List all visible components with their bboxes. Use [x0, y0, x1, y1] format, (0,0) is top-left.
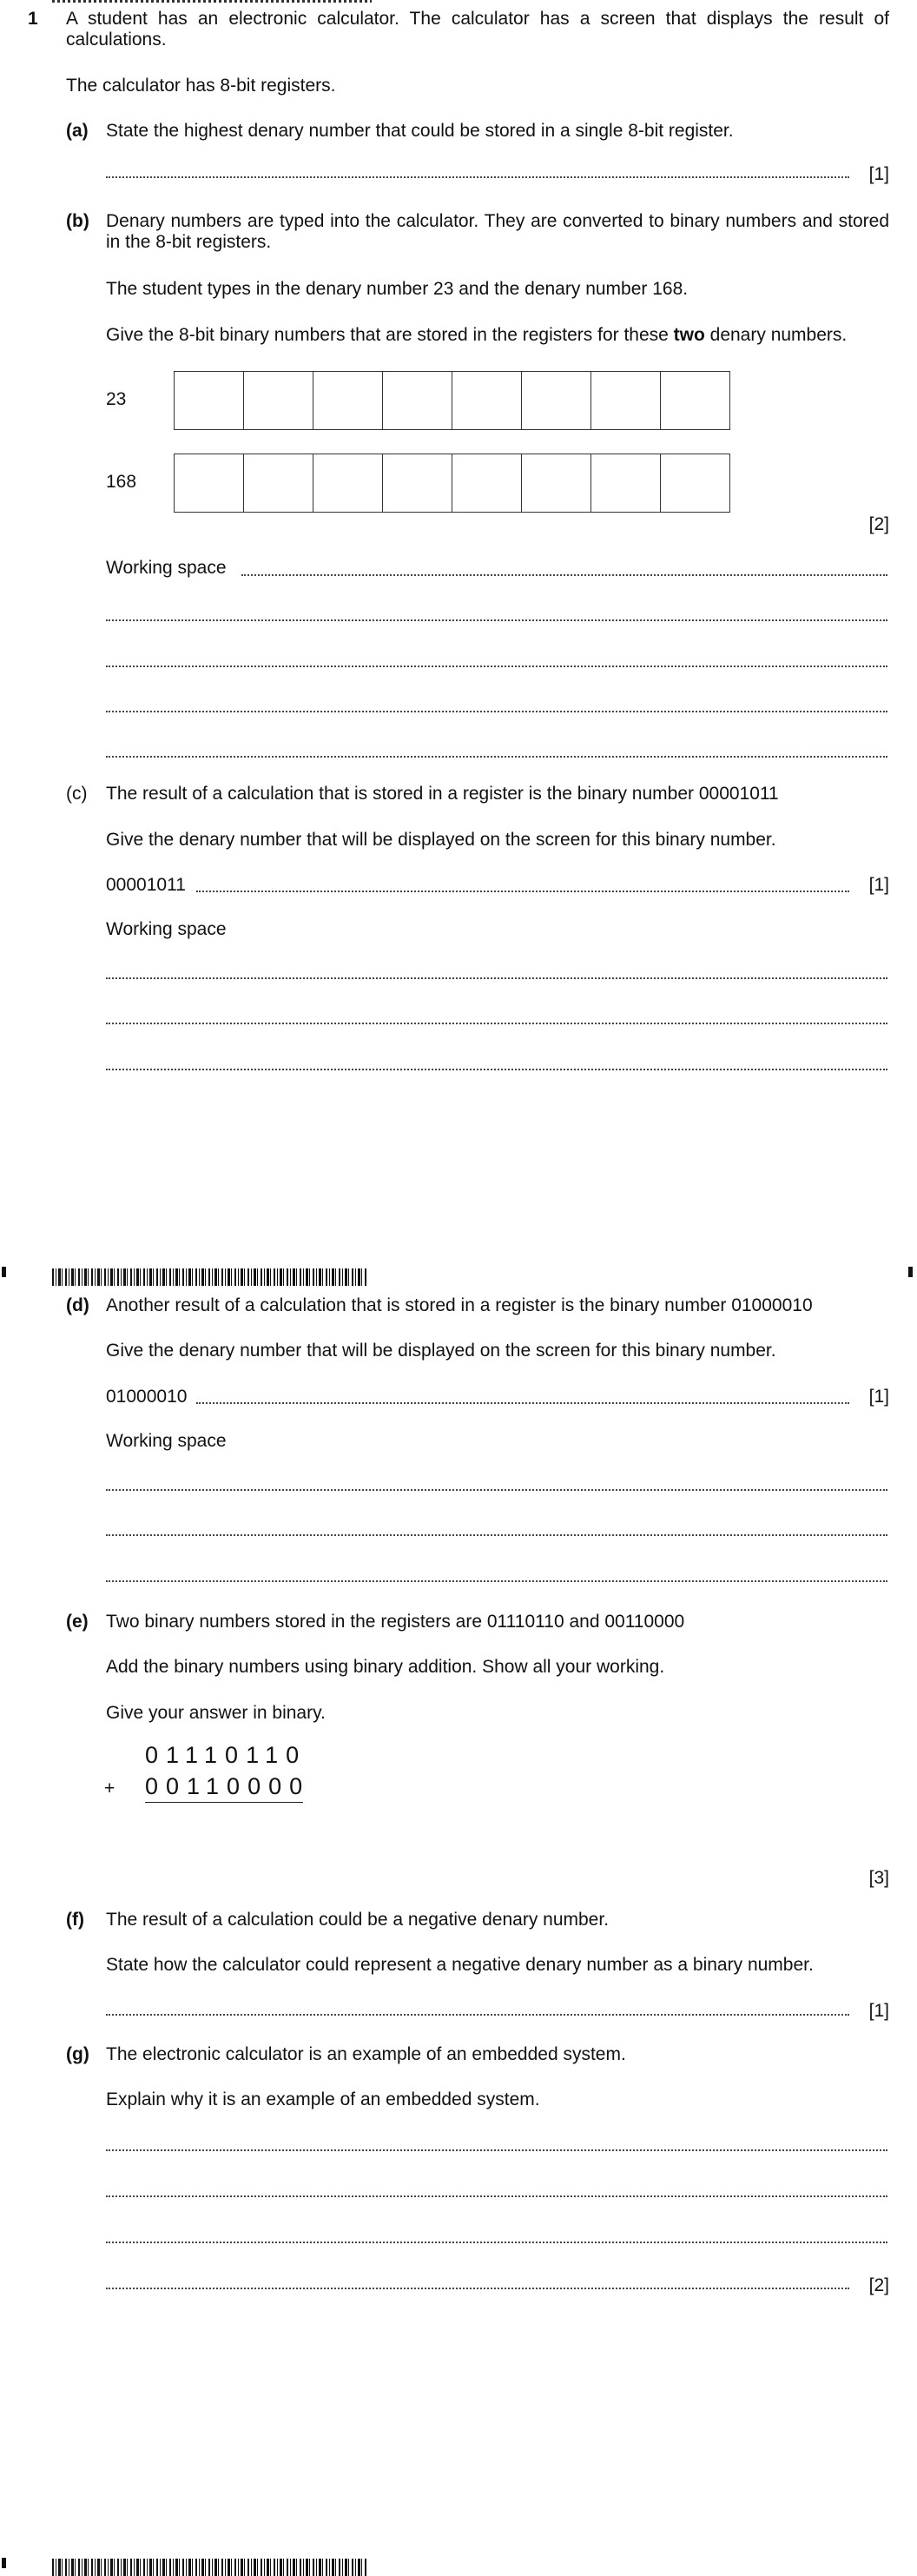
question-intro: A student has an electronic calculator. The calculator has a screen that displays the result of calculations.	[66, 9, 889, 50]
binary-operand-2: 00110000	[145, 1773, 311, 1799]
working-line[interactable]	[106, 666, 887, 667]
part-b-text-3: Give the 8-bit binary numbers that are stored in the registers for these two denary numbers.	[106, 325, 848, 345]
part-c-text-2: Give the denary number that will be displayed on the screen for this binary number.	[106, 830, 776, 850]
part-a-marks: [1]	[868, 164, 889, 184]
part-e-text-2: Add the binary numbers using binary addition. Show all your working.	[106, 1657, 665, 1677]
bit-cell[interactable]	[661, 454, 729, 512]
part-c-answer-prefix: 00001011	[106, 875, 186, 895]
working-line[interactable]	[106, 977, 887, 979]
part-d-answer-prefix: 01000010	[106, 1387, 188, 1407]
answer-line[interactable]	[106, 2149, 887, 2151]
binary-operand-1: 01110110	[145, 1742, 307, 1768]
bit-cell[interactable]	[383, 454, 452, 512]
part-b-marks: [2]	[868, 514, 889, 534]
top-edge-barcode	[52, 0, 372, 3]
part-d-label: (d)	[66, 1295, 89, 1315]
bit-cell[interactable]	[244, 372, 313, 429]
registration-mark	[908, 1267, 913, 1277]
part-c-label: (c)	[66, 784, 88, 804]
registration-mark	[2, 1267, 6, 1277]
working-line[interactable]	[106, 756, 887, 758]
part-f-answer-line[interactable]	[106, 2014, 849, 2016]
part-e-text-3: Give your answer in binary.	[106, 1703, 326, 1723]
register-23-boxes	[174, 371, 730, 430]
bit-cell[interactable]	[661, 372, 729, 429]
working-line[interactable]	[106, 1069, 887, 1070]
answer-line[interactable]	[106, 2242, 887, 2243]
bit-cell[interactable]	[175, 372, 244, 429]
part-c-answer-line[interactable]	[196, 891, 849, 892]
part-f-text-2: State how the calculator could represent a negative denary number as a binary number.	[106, 1955, 814, 1975]
bit-cell[interactable]	[244, 454, 313, 512]
part-f-text: The result of a calculation could be a negative denary number.	[106, 1910, 610, 1930]
part-g-answer-line[interactable]	[106, 2288, 849, 2289]
bit-cell[interactable]	[452, 454, 522, 512]
part-e-marks: [3]	[868, 1868, 889, 1888]
bit-cell[interactable]	[591, 372, 661, 429]
working-line[interactable]	[106, 1489, 887, 1491]
part-b-text: Denary numbers are typed into the calculator. They are converted to binary numbers and stored in the 8-bit registers.	[106, 211, 889, 252]
register-23-label: 23	[106, 389, 127, 409]
page-barcode	[52, 2559, 368, 2576]
part-g-marks: [2]	[868, 2275, 889, 2295]
part-b-working-label: Working space	[106, 558, 227, 578]
bit-cell[interactable]	[313, 454, 383, 512]
working-line[interactable]	[106, 1580, 887, 1582]
part-d-marks: [1]	[868, 1387, 889, 1407]
working-line[interactable]	[106, 1534, 887, 1536]
part-a-text: State the highest denary number that could be stored in a single 8-bit register.	[106, 121, 734, 141]
part-f-label: (f)	[66, 1910, 84, 1930]
part-a-label: (a)	[66, 121, 89, 141]
part-d-text: Another result of a calculation that is stored in a register is the binary number 01000010	[106, 1295, 813, 1315]
part-d-working-label: Working space	[106, 1431, 227, 1451]
bit-cell[interactable]	[383, 372, 452, 429]
part-f-marks: [1]	[868, 2001, 889, 2021]
bit-cell[interactable]	[175, 454, 244, 512]
part-b-label: (b)	[66, 211, 89, 231]
part-e-text: Two binary numbers stored in the registers are 01110110 and 00110000	[106, 1612, 685, 1632]
part-g-label: (g)	[66, 2044, 89, 2064]
working-line[interactable]	[106, 1023, 887, 1024]
register-168-label: 168	[106, 472, 137, 492]
bit-cell[interactable]	[313, 372, 383, 429]
part-g-text-2: Explain why it is an example of an embedded system.	[106, 2089, 540, 2109]
working-line[interactable]	[106, 619, 887, 621]
part-e-label: (e)	[66, 1612, 89, 1632]
part-d-answer-line[interactable]	[196, 1402, 849, 1404]
bit-cell[interactable]	[522, 372, 591, 429]
working-line[interactable]	[241, 574, 887, 576]
part-a-answer-line[interactable]	[106, 176, 849, 178]
registration-mark	[2, 2558, 6, 2568]
part-b-text-2: The student types in the denary number 23 and the denary number 168.	[106, 279, 689, 299]
registers-statement: The calculator has 8-bit registers.	[66, 76, 336, 96]
page-barcode	[52, 1268, 368, 1286]
question-number: 1	[28, 9, 38, 29]
answer-line[interactable]	[106, 2195, 887, 2197]
bit-cell[interactable]	[591, 454, 661, 512]
part-c-working-label: Working space	[106, 919, 227, 939]
part-c-marks: [1]	[868, 875, 889, 895]
sum-underline	[145, 1802, 303, 1803]
bit-cell[interactable]	[452, 372, 522, 429]
working-line[interactable]	[106, 711, 887, 712]
bit-cell[interactable]	[522, 454, 591, 512]
register-168-boxes	[174, 454, 730, 513]
plus-sign: +	[104, 1778, 115, 1798]
part-g-text: The electronic calculator is an example of an embedded system.	[106, 2044, 626, 2064]
part-c-text: The result of a calculation that is stored in a register is the binary number 00001011	[106, 784, 779, 804]
part-d-text-2: Give the denary number that will be displayed on the screen for this binary number.	[106, 1341, 776, 1361]
